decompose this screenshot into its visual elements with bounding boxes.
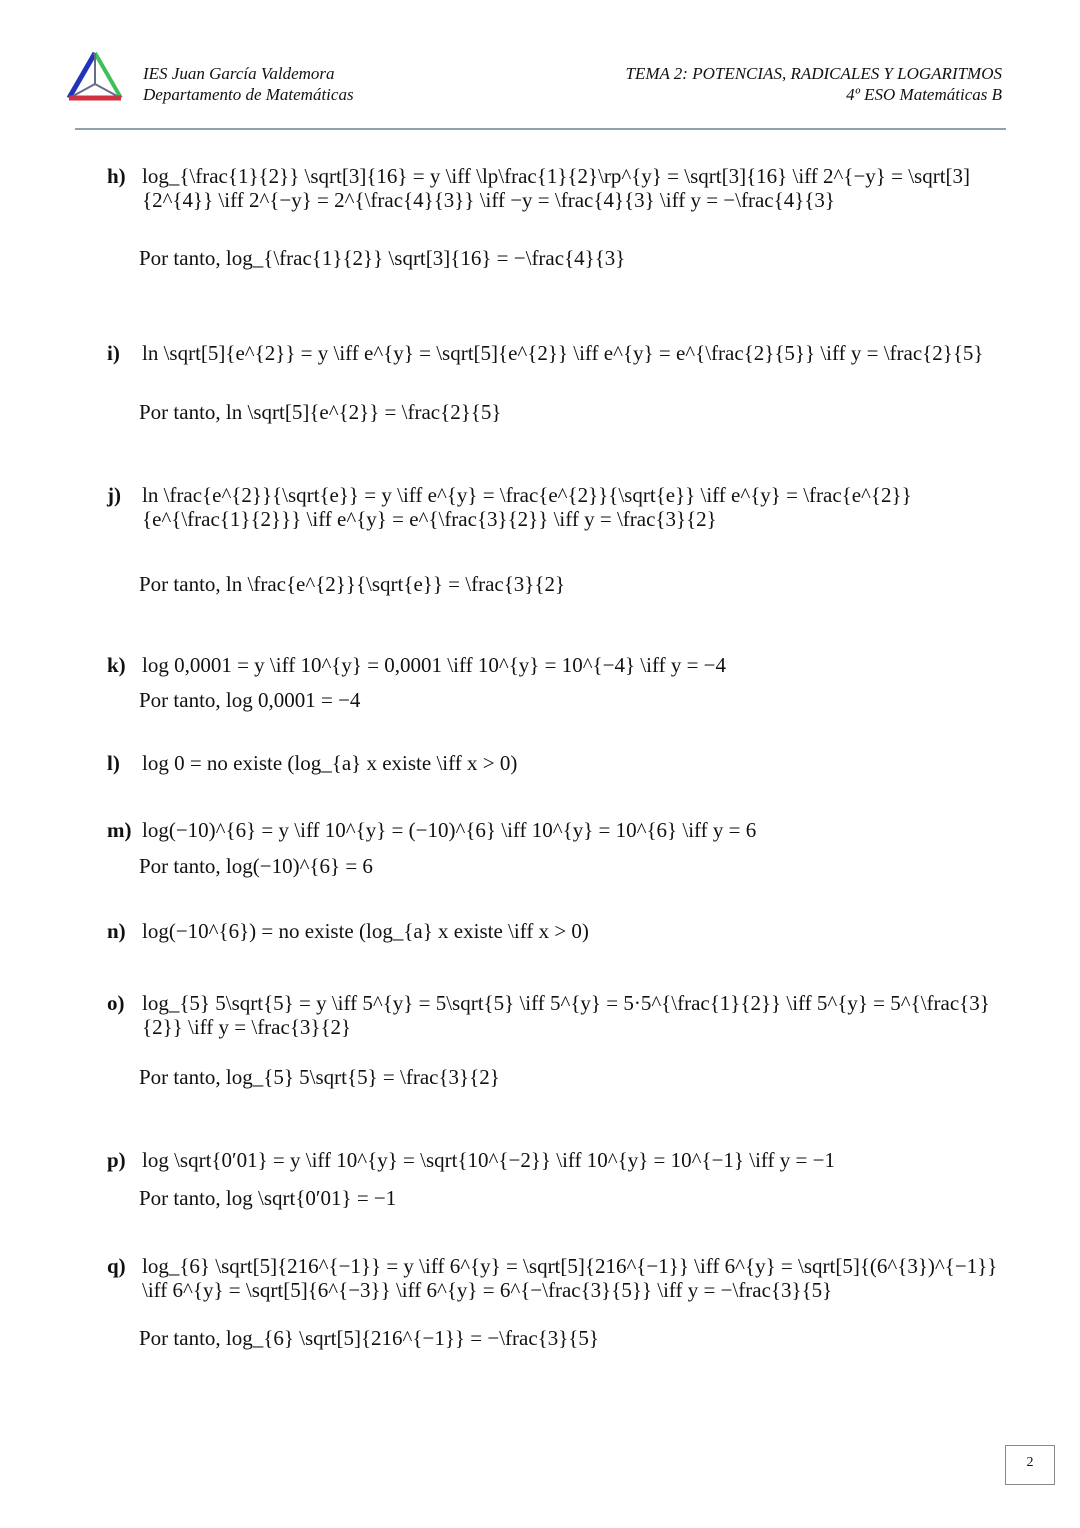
exercise-formula: log 0 = no existe (log_{a} x existe \iff x > 0) [142, 751, 518, 775]
exercise-label: i) [107, 341, 120, 365]
exercise-formula: log \sqrt{0′01} = y \iff 10^{y} = \sqrt{10^{−2}} \iff 10^{y} = 10^{−1} \iff y = −1 [142, 1148, 835, 1172]
exercise-label: o) [107, 991, 125, 1015]
exercise-row [107, 341, 1007, 365]
exercise-conclusion: Por tanto, log(−10)^{6} = 6 [139, 854, 373, 878]
course-name: 4º ESO Matemáticas B [846, 85, 1002, 104]
exercise-label: p) [107, 1148, 126, 1172]
exercise-label: j) [107, 483, 121, 507]
exercise-conclusion: Por tanto, log 0,0001 = −4 [139, 688, 361, 712]
exercise-formula: log 0,0001 = y \iff 10^{y} = 0,0001 \iff 10^{y} = 10^{−4} \iff y = −4 [142, 653, 727, 677]
exercise-row [107, 991, 1007, 1039]
page-number-box [1005, 1445, 1055, 1485]
exercise-row [107, 164, 1007, 212]
exercise-row [107, 653, 1007, 677]
exercise-formula: log(−10^{6}) = no existe (log_{a} x existe \iff x > 0) [142, 919, 589, 943]
exercise-conclusion: Por tanto, log_{\frac{1}{2}} \sqrt[3]{16} = −\frac{4}{3} [139, 246, 626, 270]
exercise-row [107, 818, 1007, 842]
school-name: IES Juan García Valdemora [143, 64, 335, 83]
exercise-conclusion: Por tanto, log_{6} \sqrt[5]{216^{−1}} = −\frac{3}{5} [139, 1326, 599, 1350]
header-left [143, 63, 354, 105]
exercise-label: l) [107, 751, 120, 775]
header-right [625, 63, 1002, 105]
exercise-row [107, 751, 1007, 775]
exercise-conclusion: Por tanto, log_{5} 5\sqrt{5} = \frac{3}{2} [139, 1065, 500, 1089]
school-logo [63, 50, 127, 106]
exercise-row [107, 483, 1007, 531]
exercise-row [107, 1254, 1007, 1302]
exercise-conclusion: Por tanto, ln \sqrt[5]{e^{2}} = \frac{2}{5} [139, 400, 502, 424]
exercise-label: m) [107, 818, 132, 842]
page-number: 2 [1026, 1455, 1034, 1470]
exercise-conclusion: Por tanto, ln \frac{e^{2}}{\sqrt{e}} = \frac{3}{2} [139, 572, 566, 596]
exercise-label: k) [107, 653, 126, 677]
topic-title: TEMA 2: POTENCIAS, RADICALES Y LOGARITMOS [625, 64, 1002, 83]
exercise-formula: ln \sqrt[5]{e^{2}} = y \iff e^{y} = \sqrt[5]{e^{2}} \iff e^{y} = e^{\frac{2}{5}} \iff y = \frac{2}{5} [142, 341, 984, 365]
exercise-label: h) [107, 164, 126, 188]
exercise-formula: log_{\frac{1}{2}} \sqrt[3]{16} = y \iff \lp\frac{1}{2}\rp^{y} = \sqrt[3]{16} \iff 2^{−y} = \sqrt[3]{2^{4}} \iff 2^{−y} = 2^{\frac{4}{3}} \iff −y = \frac{4}{3} \iff y = −\frac{4}{3} [142, 164, 971, 212]
exercise-label: q) [107, 1254, 126, 1278]
exercise-row [107, 1148, 1007, 1172]
exercise-formula: log_{5} 5\sqrt{5} = y \iff 5^{y} = 5\sqrt{5} \iff 5^{y} = 5·5^{\frac{1}{2}} \iff 5^{y} = 5^{\frac{3}{2}} \iff y = \frac{3}{2} [142, 991, 990, 1039]
exercise-formula: ln \frac{e^{2}}{\sqrt{e}} = y \iff e^{y} = \frac{e^{2}}{\sqrt{e}} \iff e^{y} = \frac{e^{2}}{e^{\frac{1}{2}}} \iff e^{y} = e^{\frac{3}{2}} \iff y = \frac{3}{2} [142, 483, 912, 531]
header-divider [75, 128, 1006, 130]
exercise-label: n) [107, 919, 126, 943]
exercise-row [107, 919, 1007, 943]
exercise-formula: log_{6} \sqrt[5]{216^{−1}} = y \iff 6^{y} = \sqrt[5]{216^{−1}} \iff 6^{y} = \sqrt[5]{(6^{3})^{−1}} \iff 6^{y} = \sqrt[5]{6^{−3}} \iff 6^{y} = 6^{−\frac{3}{5}} \iff y = −\frac{3}{5} [142, 1254, 998, 1302]
exercise-formula: log(−10)^{6} = y \iff 10^{y} = (−10)^{6} \iff 10^{y} = 10^{6} \iff y = 6 [142, 818, 757, 842]
department-name: Departamento de Matemáticas [143, 85, 354, 104]
exercise-conclusion: Por tanto, log \sqrt{0′01} = −1 [139, 1186, 397, 1210]
